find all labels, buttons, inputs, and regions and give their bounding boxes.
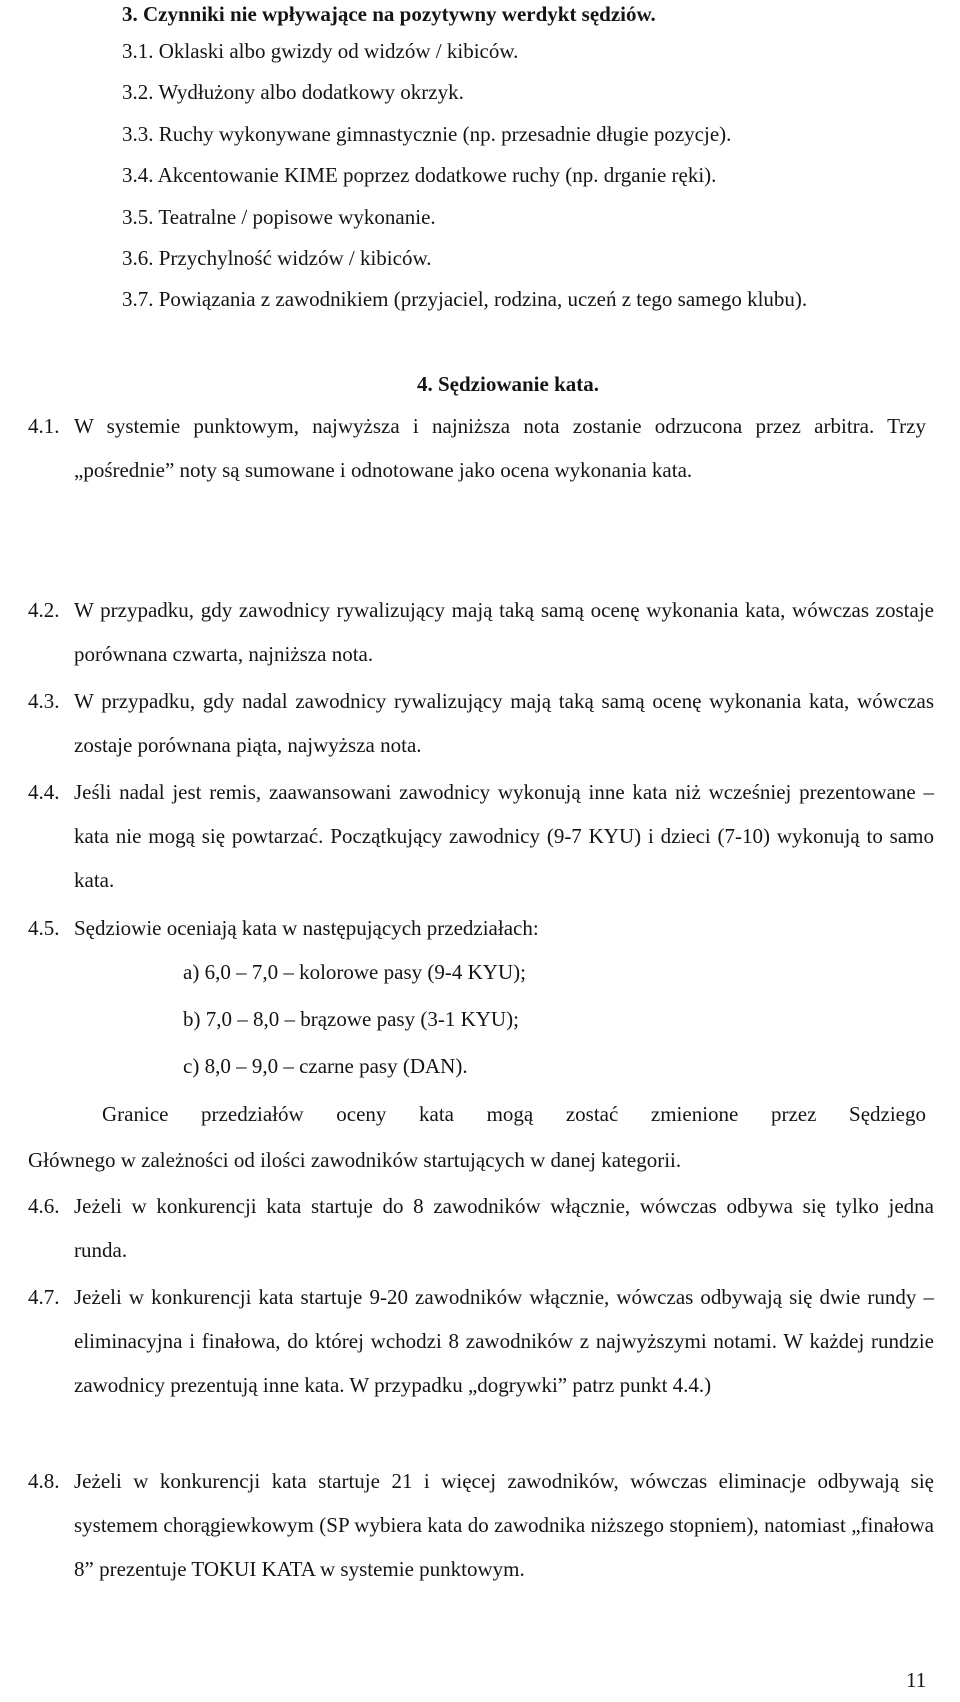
list-item: 3.1. Oklaski albo gwizdy od widzów / kibiców. (122, 39, 519, 63)
list-item: 3.7. Powiązania z zawodnikiem (przyjaciel, rodzina, uczeń z tego samego klubu). (122, 287, 808, 311)
section-3-heading: 3. Czynniki nie wpływające na pozytywny werdykt sędziów. (122, 2, 656, 26)
paragraph: Jeżeli w konkurencji kata startuje 9-20 zawodników włącznie, wówczas odbywają się dwie rundy – eliminacyjna i finałowa, do której wchodzi 8 zawodników z najwyższymi notami. W każdej rundzie zawodnicy prezentują inne kata. W przypadku „dogrywki” patrz punkt 4.4.) (74, 1285, 934, 1397)
item-number: 4.8. (28, 1469, 60, 1493)
paragraph: W przypadku, gdy nadal zawodnicy rywalizujący mają taką samą ocenę wykonania kata, wówczas zostaje porównana piąta, najwyższa nota. (74, 689, 934, 757)
list-item: 3.6. Przychylność widzów / kibiców. (122, 246, 432, 270)
section-4-heading: 4. Sędziowanie kata. (417, 372, 600, 396)
item-number: 4.6. (28, 1194, 60, 1218)
list-item: 3.2. Wydłużony albo dodatkowy okrzyk. (122, 80, 464, 104)
list-item: 3.4. Akcentowanie KIME poprzez dodatkowe ruchy (np. drganie ręki). (122, 163, 717, 187)
item-number: 4.5. (28, 916, 60, 940)
page-number: 11 (906, 1668, 927, 1692)
list-item: 3.5. Teatralne / popisowe wykonanie. (122, 205, 436, 229)
range-item: a) 6,0 – 7,0 – kolorowe pasy (9-4 KYU); (183, 960, 526, 984)
paragraph: Jeżeli w konkurencji kata startuje 21 i więcej zawodników, wówczas eliminacje odbywają się systemem chorągiewkowym (SP wybiera kata do zawodnika niższego stopniem), natomiast „finałowa 8” prezentuje TOKUI KATA w systemie punktowym. (74, 1469, 934, 1581)
paragraph: Jeżeli w konkurencji kata startuje do 8 zawodników włącznie, wówczas odbywa się tylko jedna runda. (74, 1194, 934, 1262)
note-line: Granice przedziałów oceny kata mogą zostać zmienione przez Sędziego (102, 1102, 926, 1126)
item-number: 4.4. (28, 780, 60, 804)
paragraph: W przypadku, gdy zawodnicy rywalizujący mają taką samą ocenę wykonania kata, wówczas zostaje porównana czwarta, najniższa nota. (74, 598, 934, 666)
item-number: 4.1. (28, 414, 60, 438)
item-number: 4.7. (28, 1285, 60, 1309)
list-item: 3.3. Ruchy wykonywane gimnastycznie (np. przesadnie długie pozycje). (122, 122, 732, 146)
paragraph: Sędziowie oceniają kata w następujących przedziałach: (74, 916, 539, 940)
range-item: b) 7,0 – 8,0 – brązowe pasy (3-1 KYU); (183, 1007, 519, 1031)
item-number: 4.3. (28, 689, 60, 713)
paragraph: Jeśli nadal jest remis, zaawansowani zawodnicy wykonują inne kata niż wcześniej prezentowane – kata nie mogą się powtarzać. Początkujący zawodnicy (9-7 KYU) i dzieci (7-10) wykonują to samo kata. (74, 780, 934, 892)
paragraph: W systemie punktowym, najwyższa i najniższa nota zostanie odrzucona przez arbitra. Trzy „pośrednie” noty są sumowane i odnotowane jako ocena wykonania kata. (74, 414, 926, 482)
note-line: Głównego w zależności od ilości zawodników startujących w danej kategorii. (28, 1148, 682, 1172)
item-number: 4.2. (28, 598, 60, 622)
range-item: c) 8,0 – 9,0 – czarne pasy (DAN). (183, 1054, 468, 1078)
